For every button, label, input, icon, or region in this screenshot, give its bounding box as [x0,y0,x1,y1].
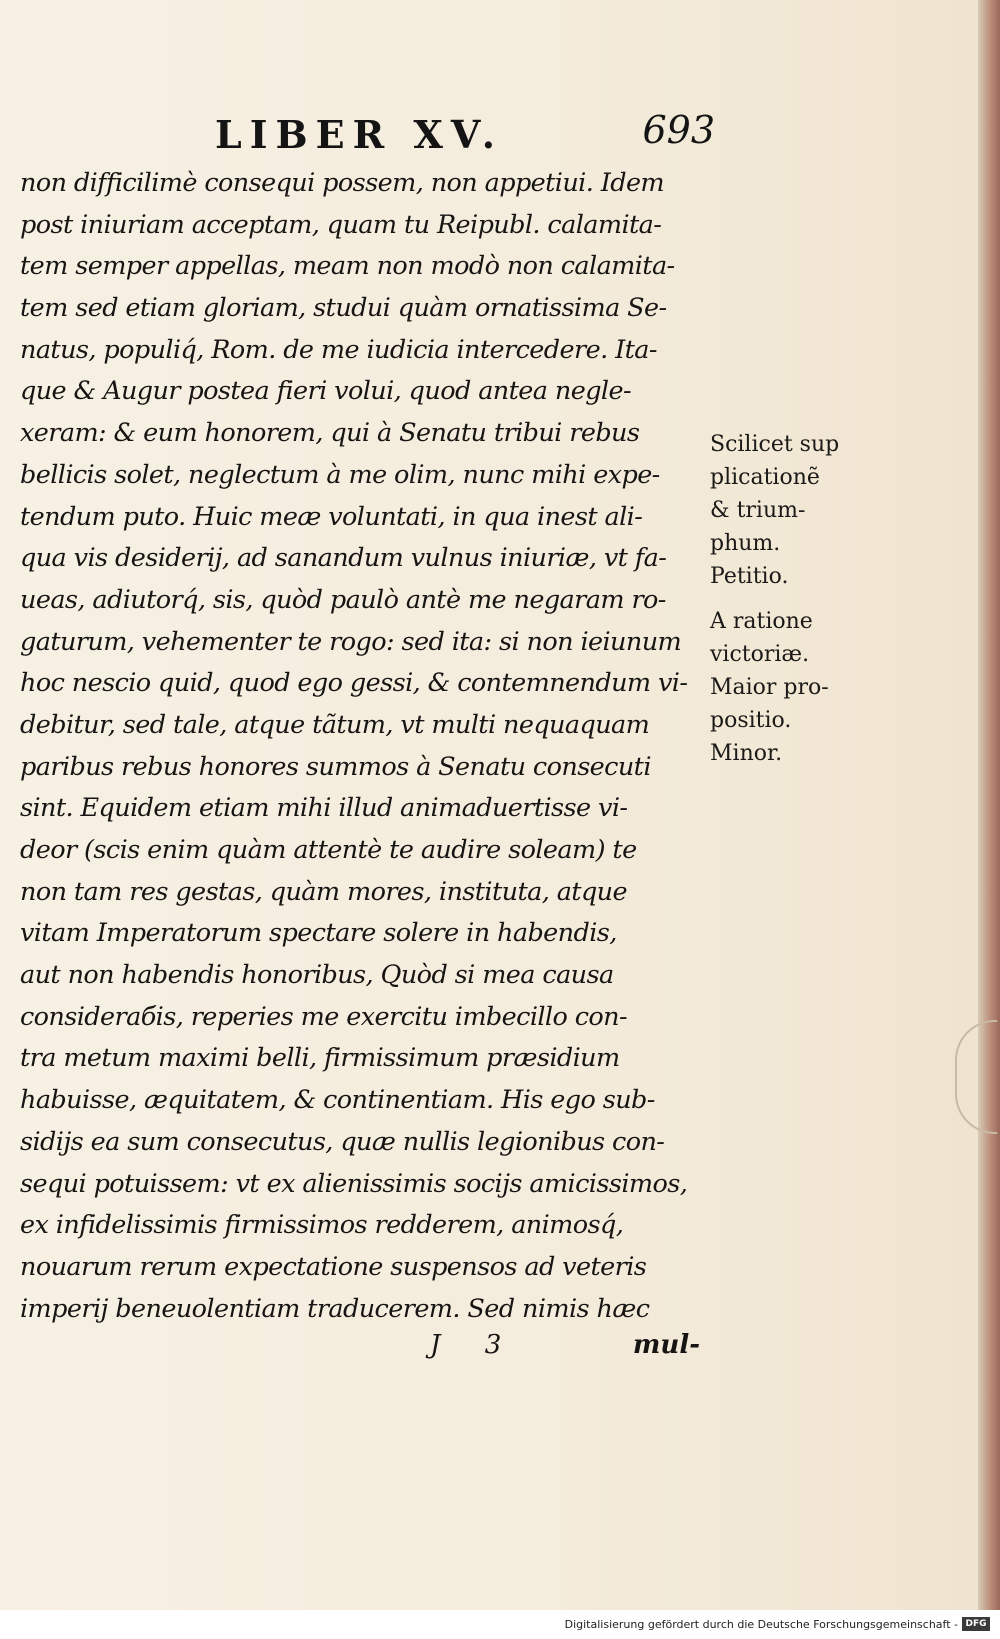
main-text-block [20,163,710,1330]
text-line: deor (scis enim quàm attentè te audire soleam) te [20,835,637,865]
text-line: tem semper appellas, meam non modò non calamita- [20,251,675,282]
text-line: bellicis solet, neglectum à me olim, nunc mihi expe- [20,459,660,490]
text-line: aut non habendis honoribus, Quòd si mea causa [20,960,614,991]
margin-note: & trium- [710,498,806,523]
running-header [215,108,715,160]
running-head-title: LIBER XV. [215,112,503,157]
digitization-footer [0,1610,1000,1639]
text-line: ex infidelissimis firmissimos redderem, animosq́, [20,1210,624,1241]
margin-note: Petitio. [710,564,789,589]
text-line: habuisse, æquitatem, & continentiam. His ego sub- [20,1085,655,1116]
text-line: sequi potuissem: vt ex alienissimis socijs amicissimos, [20,1168,688,1199]
text-line: vitam Imperatorum spectare solere in habendis, [20,918,617,949]
catchword-line [20,1330,710,1370]
text-line: nouarum rerum expectatione suspensos ad veteris [20,1251,647,1282]
text-line: consideraбis, reperies me exercitu imbecillo con- [20,1001,628,1032]
margin-note: Scilicet sup [710,432,840,457]
margin-note: plicationẽ [710,465,820,490]
page-number: 693 [642,108,715,152]
margin-note: victoriæ. [710,642,810,667]
text-line: tendum puto. Huic meæ voluntati, in qua inest ali- [20,501,643,532]
text-line: xeram: & eum honorem, qui à Senatu tribui rebus [20,418,640,449]
marginal-notes [710,428,860,770]
text-line: post iniuriam acceptam, quam tu Reipubl. calamita- [20,209,662,240]
text-line: debitur, sed tale, atque tãtum, vt multi nequaquam [20,709,650,740]
page-edge [978,0,1000,1610]
text-line: gaturum, vehementer te rogo: sed ita: si non ieiunum [20,626,682,657]
dfg-logo: DFG [962,1617,990,1631]
margin-note: Maior pro- [710,675,829,700]
signature-mark: J 3 [430,1330,520,1360]
text-line: paribus rebus honores summos à Senatu consecuti [20,751,651,782]
text-line: natus, populiq́, Rom. de me iudicia intercedere. Ita- [20,334,657,365]
text-line: tem sed etiam gloriam, studui quàm ornatissima Se- [20,293,667,324]
text-line: non difficilimè consequi possem, non appetiui. Idem [20,168,665,198]
text-line: qua vis desiderij, ad sanandum vulnus iniuriæ, vt fa- [20,543,667,574]
text-line: sint. Equidem etiam mihi illud animaduertisse vi- [20,793,628,824]
margin-note: A ratione [710,609,813,634]
text-line: non tam res gestas, quàm mores, instituta, atque [20,876,627,907]
text-line: sidijs ea sum consecutus, quæ nullis legionibus con- [20,1126,665,1157]
margin-note: phum. [710,531,781,556]
text-line: ueas, adiutorq́, sis, quòd paulò antè me negaram ro- [20,584,666,615]
text-line: tra metum maximi belli, firmissimum præsidium [20,1043,620,1074]
text-line: imperij beneuolentiam traducerem. Sed nimis hæc [20,1293,650,1324]
text-line: que & Augur postea fieri volui, quod antea negle- [20,376,631,407]
clasp-impression [955,1020,997,1134]
margin-note: positio. [710,708,792,733]
text-line: hoc nescio quid, quod ego gessi, & contemnendum vi- [20,668,688,699]
catchword: mul- [632,1330,700,1360]
funding-credit: Digitalisierung gefördert durch die Deutsche Forschungsgemeinschaft - [564,1618,958,1631]
margin-note: Minor. [710,741,783,766]
